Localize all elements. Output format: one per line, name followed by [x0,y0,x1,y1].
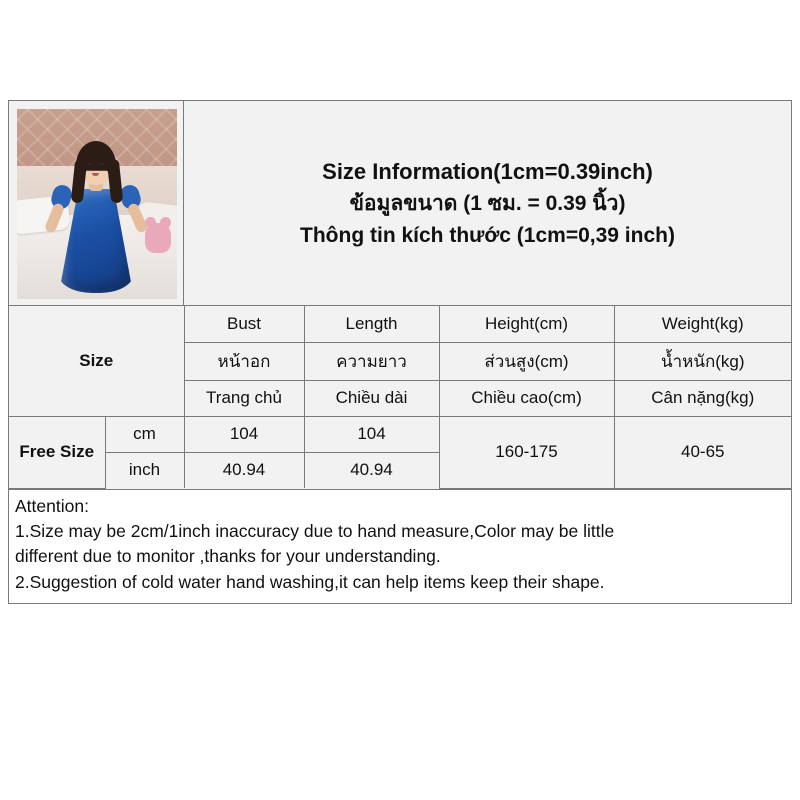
table-row-header-en [9,306,791,342]
measurements-table [9,306,791,489]
photo-blue-dress [59,189,133,293]
size-header-cell: Size [9,306,184,416]
unit-cell-cm: cm [105,416,184,452]
title-line-thai: ข้อมูลขนาด (1 ซม. = 0.39 นิ้ว) [349,192,626,215]
column-header-height-vi: Chiều cao(cm) [439,380,614,416]
value-bust-inch: 40.94 [184,452,304,488]
attention-title: Attention: [15,495,89,516]
column-header-bust-vi: Trang chủ [184,380,304,416]
column-header-weight-vi: Cân nặng(kg) [614,380,791,416]
title-line-vietnamese: Thông tin kích thước (1cm=0,39 inch) [300,223,675,247]
attention-line-3: 2.Suggestion of cold water hand washing,it can help items keep their shape. [15,571,605,592]
photo-eye-right [99,163,104,165]
column-header-length-vi: Chiều dài [304,380,439,416]
value-height-range: 160-175 [439,416,614,488]
column-header-height-th: ส่วนสูง(cm) [439,342,614,380]
photo-model-figure [59,143,133,293]
woman-in-blue-satin-nightgown-photo [17,109,177,299]
column-header-length-en: Length [304,306,439,342]
value-length-cm: 104 [304,416,439,452]
column-header-weight-th: น้ำหนัก(kg) [614,342,791,380]
product-photo-cell [9,101,184,306]
photo-eye-left [87,163,92,165]
attention-line-2: different due to monitor ,thanks for your understanding. [15,546,441,567]
table-row-cm [9,416,791,452]
row-label-free-size: Free Size [9,416,105,488]
unit-cell-inch: inch [105,452,184,488]
value-weight-range: 40-65 [614,416,791,488]
column-header-bust-th: หน้าอก [184,342,304,380]
attention-section [9,489,791,604]
column-header-bust-en: Bust [184,306,304,342]
column-header-weight-en: Weight(kg) [614,306,791,342]
column-header-length-th: ความยาว [304,342,439,380]
photo-plush-toy [145,223,171,253]
size-information-title [184,101,791,306]
size-chart-card [8,100,792,604]
attention-line-1: 1.Size may be 2cm/1inch inaccuracy due to hand measure,Color may be little [15,520,615,541]
value-length-inch: 40.94 [304,452,439,488]
title-line-english: Size Information(1cm=0.39inch) [322,159,653,184]
column-header-height-en: Height(cm) [439,306,614,342]
value-bust-cm: 104 [184,416,304,452]
chart-header-row [9,101,791,306]
